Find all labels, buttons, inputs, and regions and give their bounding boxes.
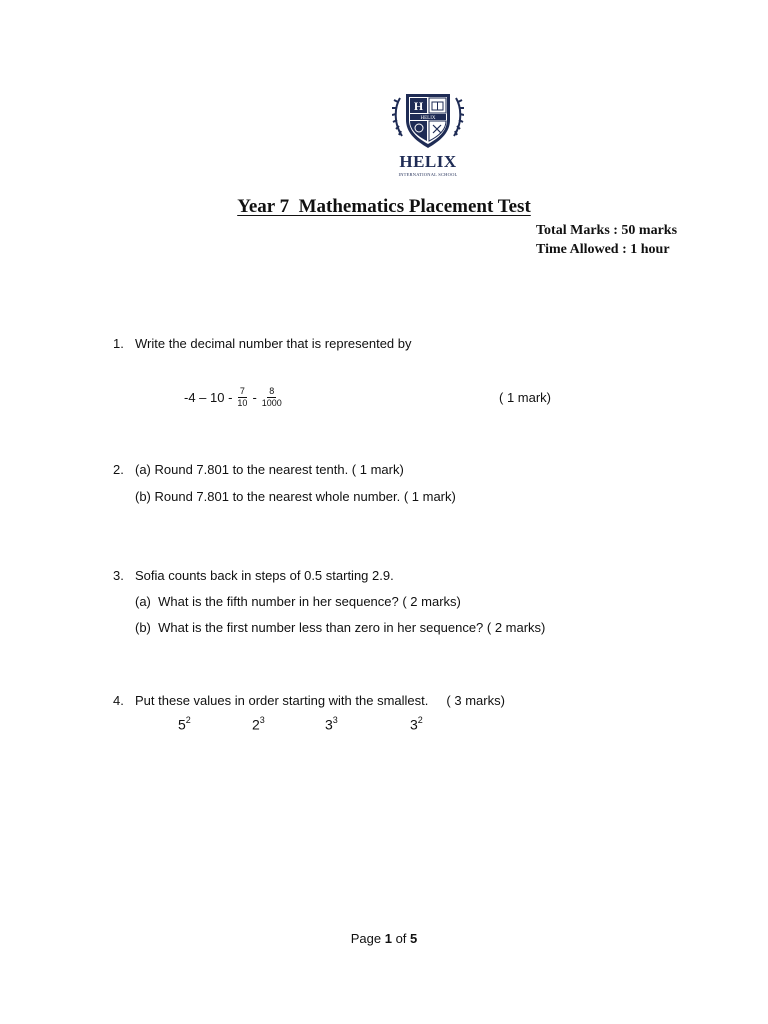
question-2-part-a: (a) Round 7.801 to the nearest tenth. ( 1 mark) xyxy=(135,462,404,477)
question-4-number: 4. xyxy=(113,693,124,708)
power-three-cubed xyxy=(325,716,338,733)
power-base: 2 xyxy=(252,716,260,733)
power-exponent: 3 xyxy=(332,715,338,725)
school-logo xyxy=(392,90,464,182)
question-3-part-b: (b) What is the first number less than zero in her sequence? ( 2 marks) xyxy=(135,620,546,635)
page-footer xyxy=(0,931,768,946)
power-exponent: 3 xyxy=(259,715,265,725)
question-3-part-a: (a) What is the fifth number in her sequence? ( 2 marks) xyxy=(135,594,461,609)
page-total: 5 xyxy=(410,931,418,946)
expression-prefix: -4 – 10 - xyxy=(184,390,233,405)
question-1-marks: ( 1 mark) xyxy=(499,390,551,405)
fraction-seven-tenths xyxy=(235,386,249,409)
question-2-part-b: (b) Round 7.801 to the nearest whole number. ( 1 mark) xyxy=(135,489,456,504)
page-of-label: of xyxy=(395,931,407,946)
power-exponent: 2 xyxy=(417,715,423,725)
question-1-number: 1. xyxy=(113,336,124,351)
power-exponent: 2 xyxy=(185,715,191,725)
question-3-text: Sofia counts back in steps of 0.5 starting 2.9. xyxy=(135,568,394,583)
power-base: 5 xyxy=(178,716,186,733)
question-3-number: 3. xyxy=(113,568,124,583)
fraction-denominator: 1000 xyxy=(261,398,282,408)
fraction-eight-thousandths xyxy=(260,386,284,409)
page-label: Page xyxy=(350,931,382,946)
power-base: 3 xyxy=(325,716,333,733)
fraction-numerator: 8 xyxy=(269,386,275,396)
power-three-squared xyxy=(410,716,423,733)
document-title xyxy=(0,196,768,218)
question-2-number: 2. xyxy=(113,462,124,477)
fraction-numerator: 7 xyxy=(239,386,245,396)
question-4-text: Put these values in order starting with the smallest. ( 3 marks) xyxy=(135,693,505,708)
title-text: Year 7 Mathematics Placement Test xyxy=(237,196,531,217)
page-current: 1 xyxy=(384,931,392,946)
time-allowed: Time Allowed : 1 hour xyxy=(536,242,670,257)
svg-text:HELIX: HELIX xyxy=(420,116,436,121)
logo-name: HELIX xyxy=(399,152,457,171)
question-1-text: Write the decimal number that is represented by xyxy=(135,336,412,351)
question-1-expression xyxy=(184,386,287,409)
expression-minus: - xyxy=(252,390,257,405)
svg-text:H: H xyxy=(413,99,424,113)
fraction-denominator: 10 xyxy=(237,398,248,408)
total-marks: Total Marks : 50 marks xyxy=(536,223,678,238)
power-two-cubed xyxy=(252,716,265,733)
logo-subtitle: INTERNATIONAL SCHOOL xyxy=(398,172,458,177)
power-base: 3 xyxy=(410,716,418,733)
power-five-squared xyxy=(178,716,191,733)
school-crest-icon xyxy=(392,90,464,152)
